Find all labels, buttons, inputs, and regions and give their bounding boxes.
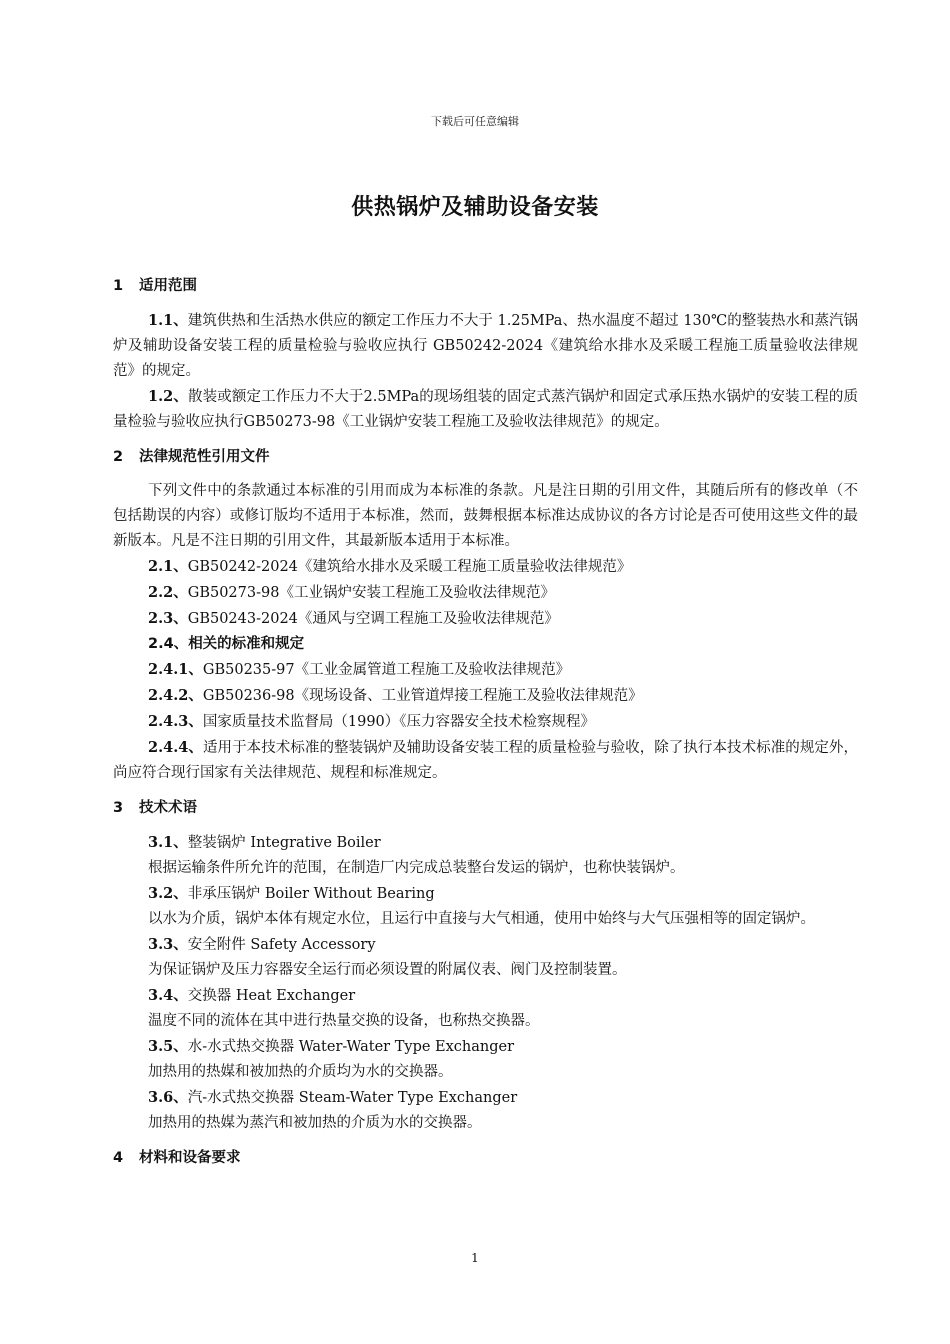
section-number: 2 <box>113 449 124 465</box>
term-heading <box>113 830 858 856</box>
section-heading-4 <box>113 1146 858 1170</box>
clause-number: 2.4.3、 <box>148 713 203 730</box>
section-title: 材料和设备要求 <box>139 1150 241 1166</box>
clause-number: 3.6、 <box>148 1089 188 1106</box>
clause-text: GB50242-2024《建筑给水排水及采暖工程施工质量验收法律规范》 <box>187 559 632 575</box>
clause-number: 2.4、 <box>148 636 189 652</box>
reference-item <box>113 683 858 709</box>
reference-item <box>113 580 858 606</box>
paragraph-2-intro: 下列文件中的条款通过本标准的引用而成为本标准的条款。凡是注日期的引用文件，其随后所有的修改单（不包括勘误的内容）或修订版均不适用于本标准，然而，鼓舞根据本标准达成协议的各方讨论是否可使用这些文件的最新版本。凡是不注日期的引用文件，其最新版本适用于本标准。 <box>113 483 858 549</box>
clause-number: 3.2、 <box>148 885 188 902</box>
clause-text: GB50243-2024《通风与空调工程施工及验收法律规范》 <box>187 611 559 627</box>
term-heading <box>113 1034 858 1060</box>
clause-number: 1.1、 <box>148 312 188 329</box>
section-number: 4 <box>113 1150 124 1166</box>
term-name: 水-水式热交换器 Water-Water Type Exchanger <box>187 1039 515 1055</box>
section-heading-2 <box>113 445 858 469</box>
term-definition: 加热用的热媒为蒸汽和被加热的介质为水的交换器。 <box>148 1115 482 1131</box>
term-name: 汽-水式热交换器 Steam-Water Type Exchanger <box>187 1090 518 1106</box>
clause-number: 3.5、 <box>148 1038 188 1055</box>
section-title: 法律规范性引用文件 <box>139 449 270 465</box>
clause-number: 2.4.1、 <box>148 661 203 678</box>
clause-text: 国家质量技术监督局（1990）《压力容器安全技术检察规程》 <box>202 714 596 730</box>
clause-number: 2.3、 <box>148 610 188 627</box>
clause-text: 散装或额定工作压力不大于2.5MPa的现场组装的固定式蒸汽锅炉和固定式承压热水锅炉的安装工程的质量检验与验收应执行GB50273-98《工业锅炉安装工程施工及验收法律规范》的规定。 <box>113 389 858 430</box>
clause-text: GB50235-97《工业金属管道工程施工及验收法律规范》 <box>202 662 571 678</box>
term-name: 整装锅炉 Integrative Boiler <box>187 835 381 851</box>
paragraph-1-1 <box>113 308 858 384</box>
section-number: 3 <box>113 800 124 816</box>
reference-item <box>113 632 858 657</box>
clause-number: 2.4.4、 <box>148 739 203 756</box>
section-title: 适用范围 <box>139 278 197 294</box>
term-definition: 根据运输条件所允许的范围，在制造厂内完成总装整台发运的锅炉，也称快装锅炉。 <box>148 860 685 876</box>
section-heading-1 <box>113 274 858 298</box>
document-title: 供热锅炉及辅助设备安装 <box>351 195 599 220</box>
reference-item <box>113 554 858 580</box>
term-definition: 为保证锅炉及压力容器安全运行而必须设置的附属仪表、阀门及控制装置。 <box>148 962 627 978</box>
clause-text: GB50236-98《现场设备、工业管道焊接工程施工及验收法律规范》 <box>202 688 643 704</box>
section-number: 1 <box>113 278 124 294</box>
term-name: 安全附件 Safety Accessory <box>187 937 376 953</box>
clause-text: 适用于本技术标准的整装锅炉及辅助设备安装工程的质量检验与验收，除了执行本技术标准的规定外，尚应符合现行国家有关法律规范、规程和标准规定。 <box>113 740 858 781</box>
reference-item <box>113 735 858 786</box>
reference-item <box>113 709 858 735</box>
clause-text: 相关的标准和规定 <box>188 636 305 652</box>
paragraph-1-2 <box>113 384 858 435</box>
reference-item <box>113 606 858 632</box>
clause-number: 2.2、 <box>148 584 188 601</box>
term-heading <box>113 932 858 958</box>
term-heading <box>113 983 858 1009</box>
section-title: 技术术语 <box>139 800 197 816</box>
clause-number: 2.4.2、 <box>148 687 203 704</box>
section-heading-3 <box>113 796 858 820</box>
header-note: 下载后可任意编辑 <box>431 115 519 128</box>
term-heading <box>113 881 858 907</box>
document-body <box>113 274 858 1170</box>
clause-number: 1.2、 <box>148 388 188 405</box>
clause-number: 3.4、 <box>148 987 188 1004</box>
clause-number: 3.3、 <box>148 936 188 953</box>
term-name: 非承压锅炉 Boiler Without Bearing <box>187 886 435 902</box>
clause-text: 建筑供热和生活热水供应的额定工作压力不大于 1.25MPa、热水温度不超过 130℃的整装热水和蒸汽锅炉及辅助设备安装工程的质量检验与验收应执行 GB50242-2024《建筑给水排水及采暖工程施工质量验收法律规范》的规定。 <box>113 313 858 379</box>
term-heading <box>113 1085 858 1111</box>
page-number: 1 <box>471 1251 479 1265</box>
clause-number: 2.1、 <box>148 558 188 575</box>
term-definition: 温度不同的流体在其中进行热量交换的设备，也称热交换器。 <box>148 1013 540 1029</box>
term-definition: 以水为介质，锅炉本体有规定水位，且运行中直接与大气相通，使用中始终与大气压强相等的固定锅炉。 <box>148 911 815 927</box>
reference-item <box>113 657 858 683</box>
clause-text: GB50273-98《工业锅炉安装工程施工及验收法律规范》 <box>187 585 555 601</box>
term-name: 交换器 Heat Exchanger <box>187 988 356 1004</box>
term-definition: 加热用的热媒和被加热的介质均为水的交换器。 <box>148 1064 453 1080</box>
clause-number: 3.1、 <box>148 834 188 851</box>
